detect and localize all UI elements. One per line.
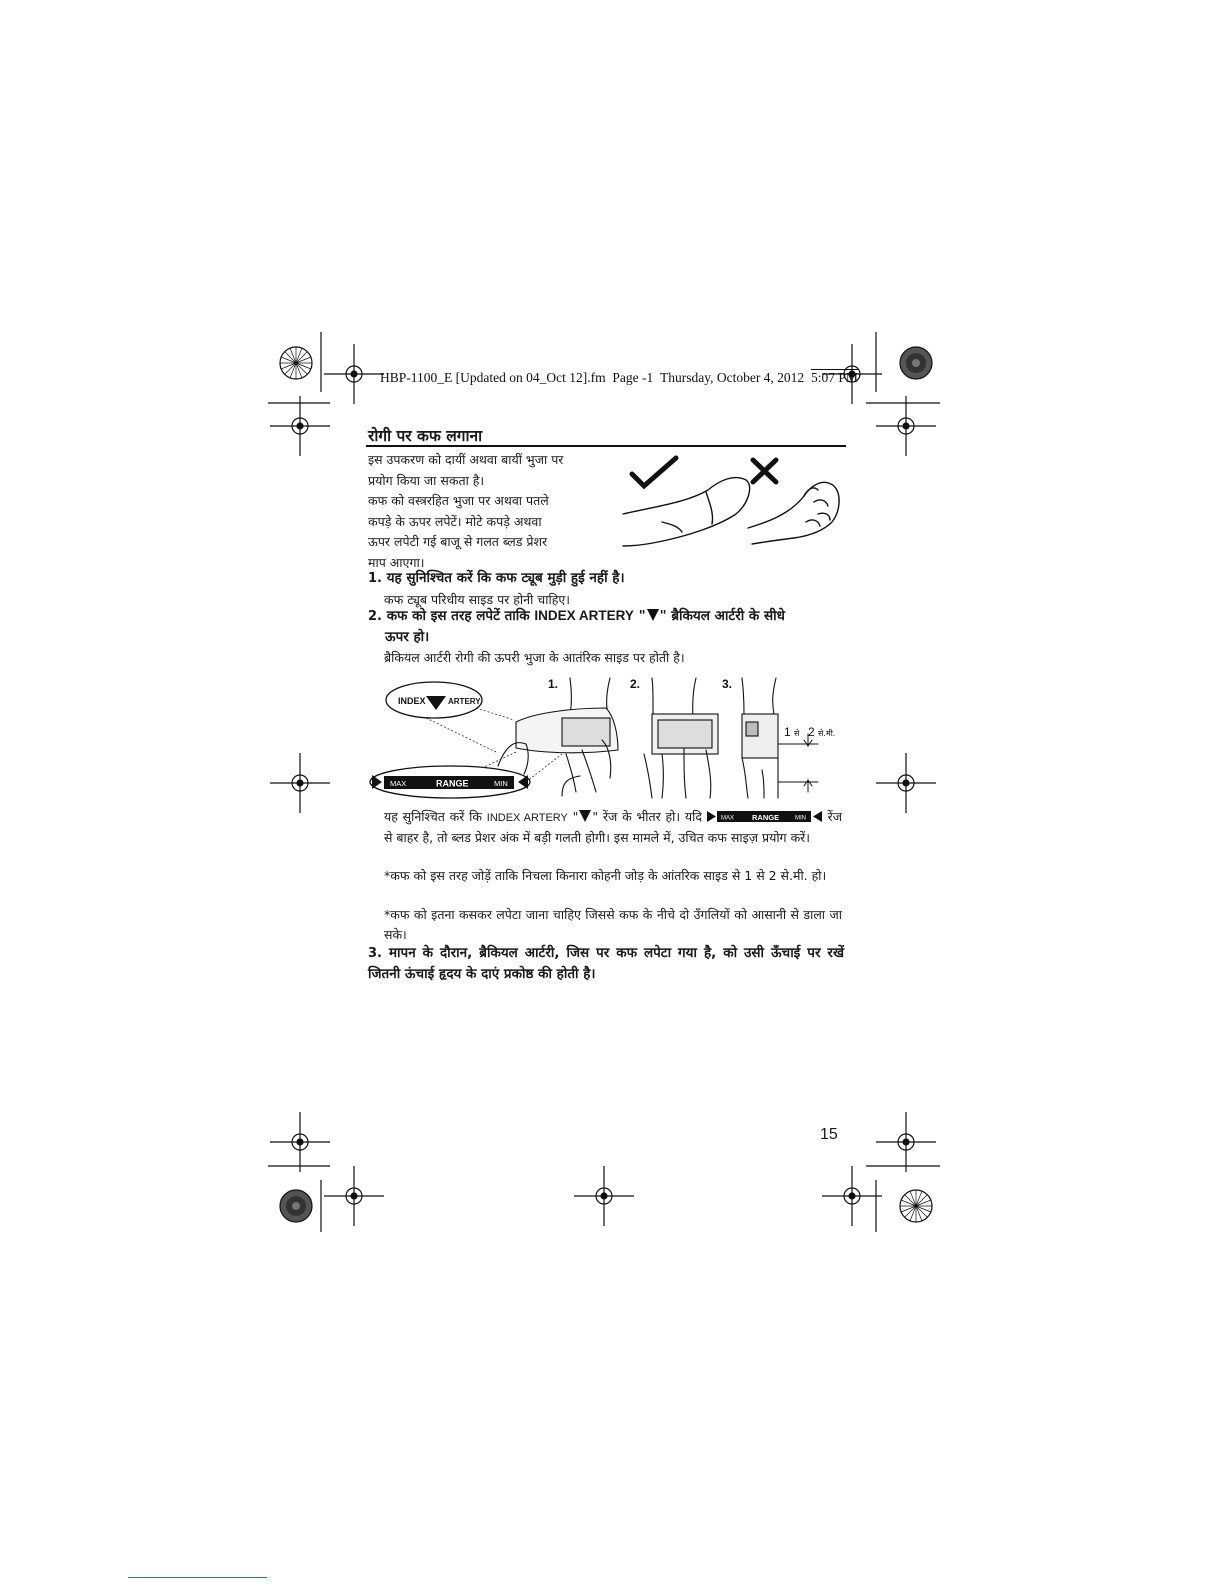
note-elbow-gap: *कफ को इस तरह जोड़ें ताकि निचला किनारा कोहनी जोड़ के आंतरिक साइड से 1 से 2 से.मी. हो। [384, 868, 827, 883]
range-paragraph: यह सुनिश्चित करें कि INDEX ARTERY " " रेंज के भीतर हो। यदि MAX RANGE MIN रेंज से बाहर है, तो ब्लड प्रेशर अंक में बड़ी गलती होगी। इस मामले में, उचित कफ साइज़ प्रयोग करें। [384, 809, 842, 845]
registration-crosshair-right-lower [876, 1112, 936, 1172]
color-wheel-mark-top-left [280, 347, 312, 379]
index-artery-label: INDEX ARTERY [534, 608, 634, 623]
color-wheel-mark-bottom-left [280, 1190, 312, 1222]
step-title: ऊपर हो। [385, 629, 430, 645]
registration-crosshair-left-lower [270, 1112, 330, 1172]
note-two-fingers: *कफ को इतना कसकर लपेटा जाना चाहिए जिससे कफ के नीचे दो उँगलियों को आसानी से डाला जा सके। [384, 907, 842, 942]
header-file: HBP-1100_E [Updated on 04_Oct 12].fm [380, 370, 606, 385]
intro-line: ऊपर लपेटी गई बाजू से गलत ब्लड प्रेशर [368, 534, 548, 549]
header-date: Thursday, October 4, 2012 [659, 370, 805, 385]
header-time: 5:07 PM [810, 370, 858, 385]
registration-crosshair-right-upper [876, 396, 936, 456]
step-2-note: ब्रैकियल आर्टरी रोगी की ऊपरी भुजा के आतंरिक साइड पर होती है। [384, 650, 685, 665]
step-number: 3. [368, 946, 382, 961]
page-number: 15 [820, 1126, 838, 1143]
fig-step-label: 1. [548, 677, 559, 691]
intro-line: कफ को वस्त्ररहित भुजा पर अथवा पतले [368, 493, 549, 508]
fig-measure-unit: से.मी. [818, 729, 836, 738]
fig-step-label: 2. [630, 677, 641, 691]
range-max-text: MAX [720, 815, 734, 822]
fig-range-min: MIN [494, 779, 508, 788]
body-text: रेंज के भीतर हो। यदि [602, 809, 703, 824]
intro-line: इस उपकरण को दायीं अथवा बायीं भुजा पर [368, 452, 564, 467]
registration-crosshair-bottom-left-inner [324, 1166, 384, 1226]
step-2: 2. कफ को इस तरह लपेटें ताकि INDEX ARTERY " " ब्रैकियल आर्टरी के सीधे ऊपर हो। [368, 608, 785, 645]
intro-line: माप आएगा। [368, 554, 425, 570]
body-text: यह सुनिश्चित करें कि [384, 809, 482, 824]
registration-crosshair-right-middle [876, 753, 936, 813]
step-title: मापन के दौरान, ब्रैकियल आर्टरी, जिस पर कफ लपेटा गया है, को उसी ऊँचाई पर रखें जितनी ऊंचाई हृदय के दाएं प्रकोष्ठ की होती है। [368, 945, 844, 982]
fig-index-label: INDEX [398, 696, 426, 706]
fig-measure-mid: से [794, 729, 800, 738]
step-title: कफ को इस तरह लपेटें ताकि [386, 608, 530, 624]
title-rule [366, 445, 846, 447]
intro-line: प्रयोग किया जा सकता है। [368, 472, 485, 488]
fig-measure-from: 1 [784, 725, 791, 739]
step-title: यह सुनिश्चित करें कि कफ ट्यूब मुड़ी हुई नहीं है। [386, 570, 625, 586]
cuff-wrapping-illustration [366, 674, 846, 802]
fig-range-max: MAX [390, 779, 407, 788]
cross-icon [753, 460, 776, 482]
section-title: रोगी पर कफ लगाना [368, 427, 483, 445]
fig-measure-to: 2 [808, 725, 815, 739]
index-artery-label: INDEX ARTERY [486, 812, 568, 824]
step-title: ब्रैकियल आर्टरी के सीधे [671, 608, 785, 624]
fig-range-label: RANGE [436, 778, 469, 789]
registration-crosshair-left-upper [270, 396, 330, 456]
registration-crosshair-bottom-center [574, 1166, 634, 1226]
step-number: 1. [368, 571, 382, 586]
step-number: 2. [368, 609, 382, 624]
body-text: रेंज से बाहर है, तो ब्लड प्रेशर अंक में बड़ी गलती होगी। इस मामले में, उचित कफ साइज़ प्रयोग करें। [384, 809, 842, 845]
range-indicator-icon [707, 810, 823, 823]
arm-correct-incorrect-illustration [618, 452, 848, 552]
print-header [380, 370, 858, 386]
range-min-text: MIN [794, 815, 806, 822]
color-wheel-mark-bottom-right [900, 1190, 932, 1222]
registration-crosshair-top-left-inner [324, 344, 384, 404]
fig-artery-label: ARTERY [448, 697, 481, 706]
range-label-text: RANGE [751, 813, 779, 822]
triangle-down-icon [647, 609, 659, 621]
fig-step-label: 3. [722, 677, 733, 691]
intro-line: कपड़े के ऊपर लपेटें। मोटे कपड़े अथवा [368, 513, 542, 529]
step-1-note: कफ ट्यूब परिधीय साइड पर होनी चाहिए। [384, 592, 571, 607]
footer-link-underline [128, 1577, 267, 1578]
registration-crosshair-left-middle [270, 753, 330, 813]
intro-paragraph [368, 450, 618, 573]
registration-crosshair-bottom-right-inner [822, 1166, 882, 1226]
header-page: Page -1 [612, 370, 654, 385]
color-wheel-mark-top-right [900, 347, 932, 379]
triangle-down-icon [579, 810, 591, 822]
step-3 [368, 943, 844, 984]
check-icon [632, 458, 676, 486]
step-1 [368, 568, 846, 589]
